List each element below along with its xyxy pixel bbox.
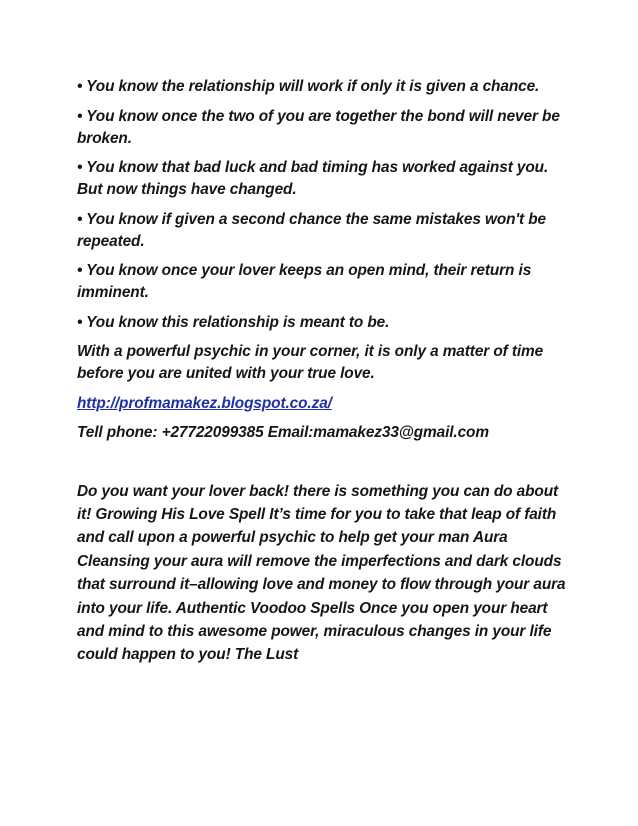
closing-paragraph: With a powerful psychic in your corner, it is only a matter of time before you are united with your true love. — [77, 343, 544, 382]
spacer — [77, 452, 567, 480]
bullet-item: • You know this relationship is meant to be. — [77, 313, 390, 331]
blog-link[interactable]: http://profmamakez.blogspot.co.za/ — [77, 394, 332, 412]
blog-link-line — [77, 393, 567, 415]
bullet-item: • You know once your lover keeps an open mind, their return is imminent. — [77, 262, 532, 301]
body-paragraph: Do you want your lover back! there is something you can do about it! Growing His Love Spell It’s time for you to take that leap of faith and call upon a powerful psychic to help get your man Aura Cleansing your aura will remove the imperfections and dark clouds that surround it–allowing love and money to flow through your aura into your life. Authentic Voodoo Spells Once you open your heart and mind to this awesome power, miraculous changes in your life could happen to you! The Lust — [77, 482, 566, 664]
contact-line: Tell phone: +27722099385 Email:mamakez33@gmail.com — [77, 424, 489, 441]
bullet-item: • You know if given a second chance the same mistakes won't be repeated. — [77, 210, 546, 250]
bullet-item: • You know the relationship will work if only it is given a chance. — [77, 78, 540, 95]
document-content — [77, 76, 567, 667]
bullet-item: • You know that bad luck and bad timing has worked against you. But now things have changed. — [77, 159, 549, 198]
bullet-item: • You know once the two of you are together the bond will never be broken. — [77, 107, 560, 147]
